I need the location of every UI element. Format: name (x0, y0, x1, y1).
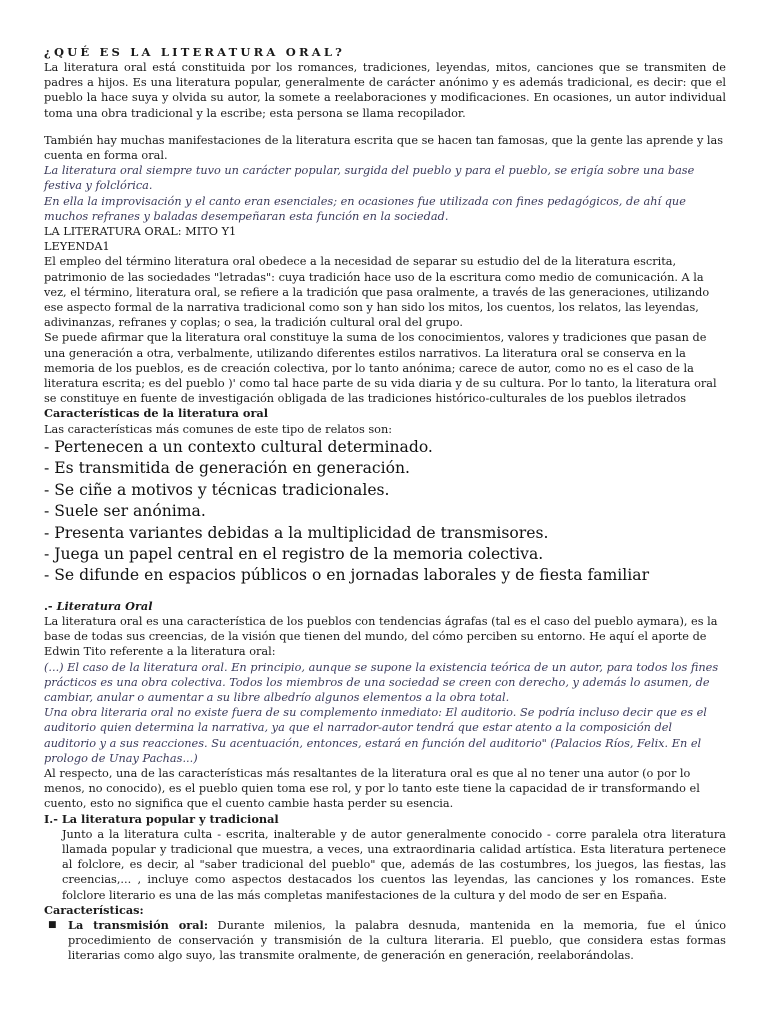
feature-item: - Se difunde en espacios públicos o en jornadas laborales y de fiesta familiar (44, 566, 650, 585)
paragraph-intro: La literatura oral está constituida por los romances, tradiciones, leyendas, mitos, canciones que se transmiten de padres a hijos. Es una literatura popular, generalmente de carácter anónimo y es además tradicional, es decir: que el pueblo la hace suya y olvida su autor, la somete a reelaboraciones y modificaciones. En ocasiones, un autor individual toma una obra tradicional y la escribe; esta persona se llama recopilador. (44, 61, 726, 120)
italic-quote-improvisation: En ella la improvisación y el canto eran esenciales; en ocasiones fue utilizada con fines pedagógicos, de ahí que muchos refranes y baladas desempeñaran esta función en la sociedad. (44, 194, 686, 223)
italic-quote-auditorio: Una obra literaria oral no existe fuera de su complemento inmediato: El auditorio. Se podría incluso decir que es el auditorio quien determina la narrativa, ya que el narrador-autor tendrá que estar atento a la composición del auditorio y a sus reacciones. Su acentuación, entonces, estará en función del auditorio" (Palacios Ríos, Felix. En el prologo de Unay Pachas...) (44, 706, 707, 765)
paragraph-characteristics-intro: Las características más comunes de este tipo de relatos son: (44, 422, 393, 436)
feature-item: - Es transmitida de generación en generación. (44, 459, 410, 478)
features-list (44, 437, 726, 587)
heading-leyenda: LEYENDA1 (44, 240, 110, 254)
bullet-item-text: Durante milenios, la palabra desnuda, mantenida en la memoria, fue el único procedimiento de conservación y transmisión de la cultura literaria. El pueblo, que considera estas formas literarias como algo suyo, las transmite oralmente, de generación en generación, reelaborándolas. (68, 918, 727, 963)
paragraph-culta-popular: Junto a la literatura culta - escrita, inalterable y de autor generalmente conocido - corre paralela otra literatura llamada popular y tradicional que muestra, a veces, una extraordinaria calidad artística. Esta literatura pertenece al folclore, es decir, al "saber tradicional del pueblo" que, además de las costumbres, los juegos, las fiestas, las creencias,... , incluye como aspectos destacados los cuentos las leyendas, las canciones y los romances. Este folclore literario es una de las más completas manifestaciones de la cultura y del modo de ser en España. (62, 827, 726, 902)
heading-characteristics: Características de la literatura oral (44, 406, 269, 421)
paragraph-agrafas: La literatura oral es una característica de los pueblos con tendencias ágrafas (tal es el caso del pueblo aymara), es la base de todas sus creencias, de la visión que tienen del mundo, del cómo perciben su entorno. He aquí el aporte de Edwin Tito referente a la literatura oral: (44, 614, 718, 659)
paragraph-pueblo-role: Al respecto, una de las características más resaltantes de la literatura oral es que al no tener una autor (o por lo menos, no conocido), es el pueblo quien toma ese rol, y por lo tanto este tiene la capacidad de ir transformando el cuento, esto no significa que el cuento cambie hasta perder su esencia. (44, 766, 700, 811)
square-bullet-icon: ■ (48, 919, 57, 930)
feature-item: - Presenta variantes debidas a la multiplicidad de transmisores. (44, 523, 549, 542)
heading-caracteristicas: Características: (44, 902, 144, 917)
heading-literatura-oral (44, 599, 726, 614)
bullet-item-transmision (44, 918, 726, 964)
feature-item: - Se ciñe a motivos y técnicas tradicionales. (44, 480, 390, 499)
paragraph-term-definition: El empleo del término literatura oral obedece a la necesidad de separar su estudio del de la literatura escrita, patrimonio de las sociedades "letradas": cuya tradición hace uso de la escritura como medio de comunicación. A la vez, el término, literatura oral, se refiere a la tradición que pasa oralmente, a través de las generaciones, utilizando ese aspecto formal de la narrativa tradicional como son y han sido los mitos, los cuentos, los relatos, las leyendas, adivinanzas, refranes y coplas; o sea, la tradición cultural oral del grupo. (44, 255, 710, 330)
spacer (44, 587, 726, 599)
heading-popular-tradicional: I.- La literatura popular y tradicional (44, 811, 279, 826)
italic-quote-popular: La literatura oral siempre tuvo un carácter popular, surgida del pueblo y para el pueblo, se erigía sobre una base festiva y folclórica. (44, 164, 695, 193)
feature-item: - Pertenecen a un contexto cultural determinado. (44, 437, 433, 456)
paragraph-written-literature: También hay muchas manifestaciones de la literatura escrita que se hacen tan famosas, que la gente las aprende y las cuenta en forma oral. (44, 133, 724, 163)
feature-item: - Suele ser anónima. (44, 502, 206, 521)
feature-item: - Juega un papel central en el registro de la memoria colectiva. (44, 544, 544, 563)
paragraph-sum-of-knowledge: Se puede afirmar que la literatura oral constituye la suma de los conocimientos, valores y tradiciones que pasan de una generación a otra, verbalmente, utilizando diferentes estilos narrativos. La literatura oral se conserva en la memoria de los pueblos, es de creación colectiva, por lo tanto anónima; carece de autor, como no es el caso de la literatura escrita; es del pueblo )' como tal hace parte de su vida diaria y de su cultura. Por lo tanto, la literatura oral se constituye en fuente de investigación obligada de las tradiciones histórico-culturales de los pueblos iletrados (44, 331, 717, 406)
bullet-list (44, 918, 726, 964)
italic-quote-collective: (...) El caso de la literatura oral. En principio, aunque se supone la existencia teórica de un autor, para todos los fines prácticos es una obra colectiva. Todos los miembros de una sociedad se creen con derecho, y además lo asumen, de cambiar, anular o aumentar a su libre albedrío algunos elementos a la obra total. (44, 660, 719, 704)
spacer (44, 121, 726, 133)
heading-mito: LA LITERATURA ORAL: MITO Y1 (44, 225, 237, 239)
bullet-item-title: La transmisión oral: (68, 917, 208, 932)
heading-literatura-oral-text: Literatura Oral (56, 598, 153, 613)
page-title: ¿QUÉ ES LA LITERATURA ORAL? (44, 45, 346, 59)
heading-prefix: .- (44, 598, 57, 613)
document-page (44, 44, 726, 964)
